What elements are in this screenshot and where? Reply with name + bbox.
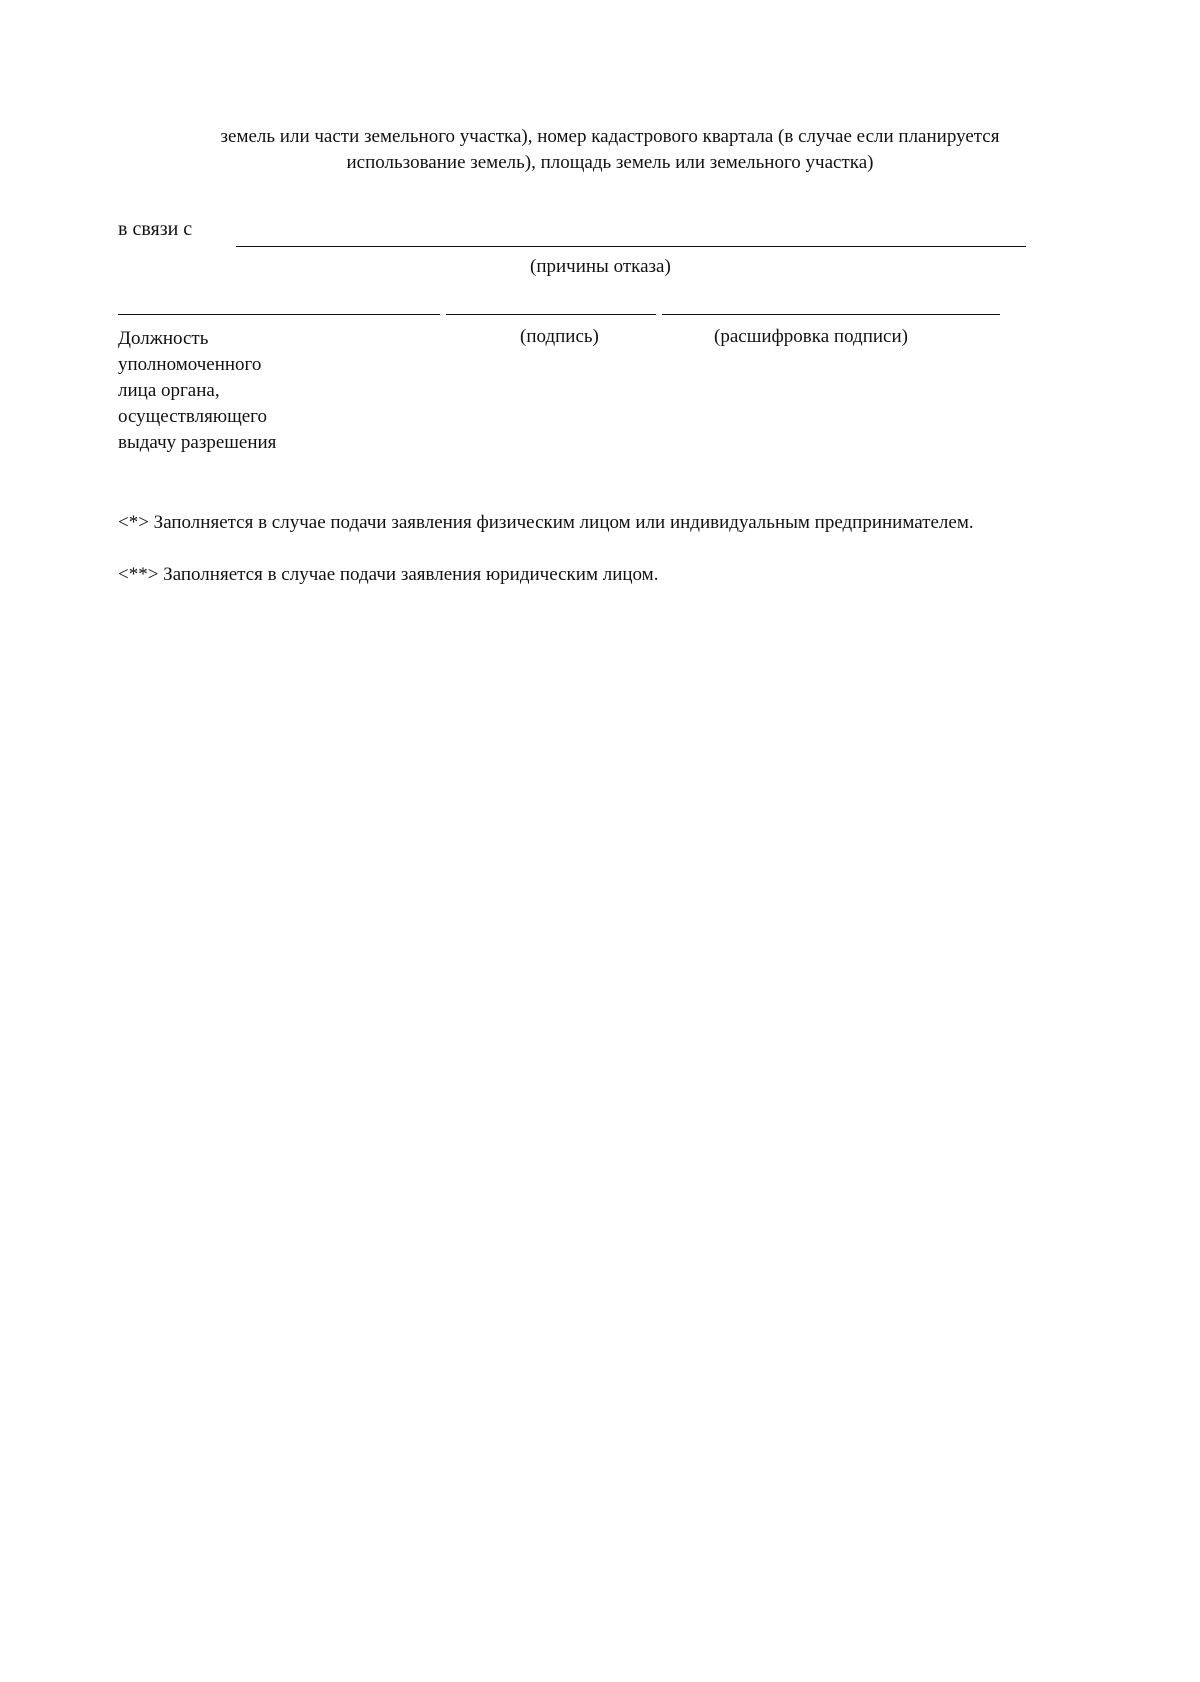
land-plot-caption [150, 124, 1070, 176]
decoding-line[interactable] [662, 314, 1000, 315]
reason-line[interactable] [236, 246, 1026, 247]
position-label-line: выдачу разрешения [118, 432, 277, 453]
reason-prefix: в связи с [118, 218, 193, 240]
footnote-legal-entity: <**> Заполняется в случае подачи заявления юридическим лицом. [118, 564, 659, 585]
position-label [118, 326, 276, 456]
position-label-line: уполномоченного [118, 354, 262, 375]
position-label-line: Должность [118, 328, 209, 349]
position-label-line: лица органа, [118, 380, 220, 401]
reason-caption: (причины отказа) [530, 256, 671, 277]
footnote-individual: <*> Заполняется в случае подачи заявления физическим лицом или индивидуальным предпринимателем. [118, 512, 974, 533]
position-line[interactable] [118, 314, 440, 315]
land-plot-caption-line-1: земель или части земельного участка), номер кадастрового квартала (в случае если планируется [220, 126, 1000, 147]
decoding-caption: (расшифровка подписи) [714, 326, 908, 347]
position-label-line: осуществляющего [118, 406, 267, 427]
land-plot-caption-line-2: использование земель), площадь земель или земельного участка) [346, 152, 874, 173]
signature-caption: (подпись) [520, 326, 599, 347]
signature-line[interactable] [446, 314, 656, 315]
